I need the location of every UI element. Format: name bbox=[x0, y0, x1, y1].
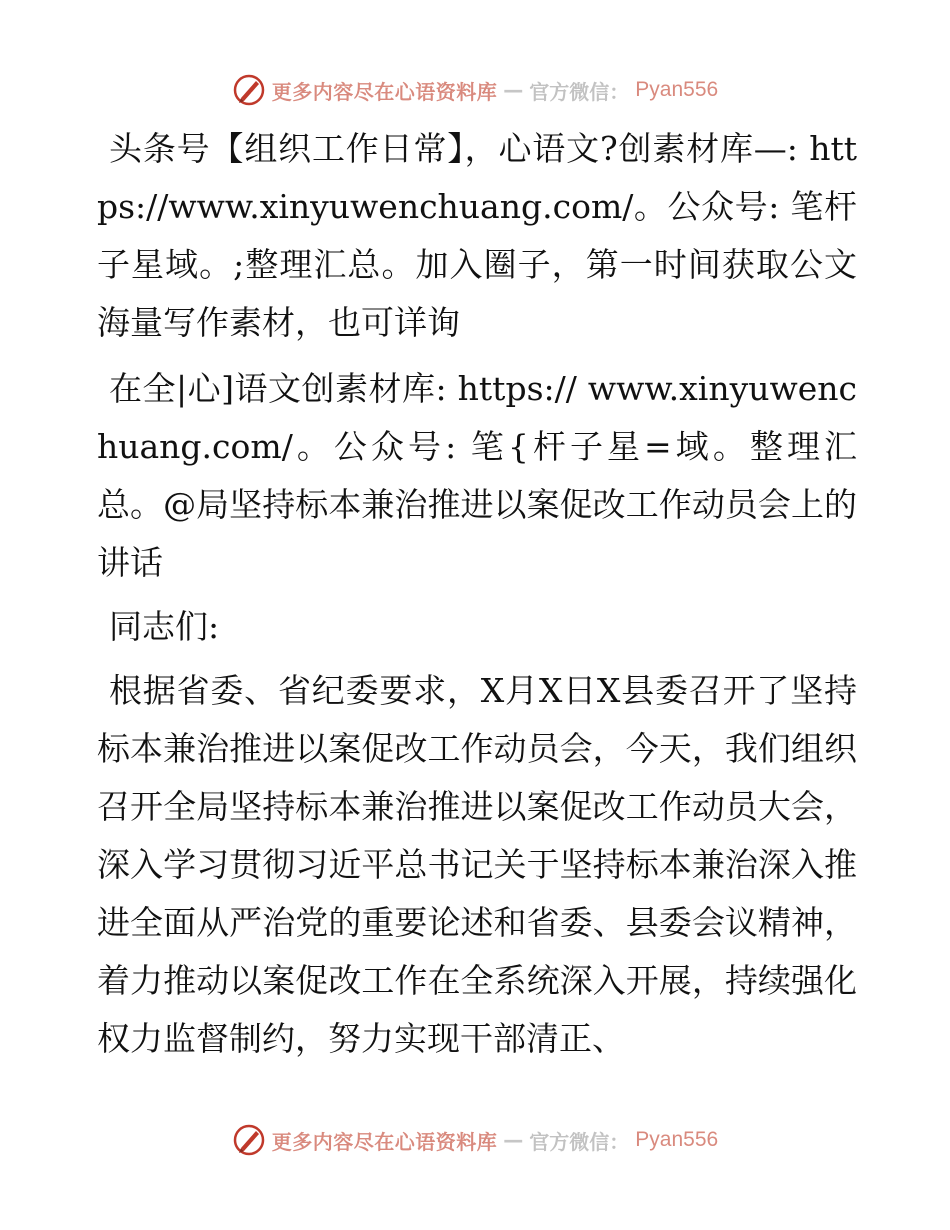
header-brand-text: 更多内容尽在心语资料库 bbox=[271, 79, 498, 104]
footer-wechat-id: Pyan556 bbox=[635, 1128, 719, 1151]
footer-brand-text: 更多内容尽在心语资料库 bbox=[271, 1129, 498, 1154]
paragraph-intro-2: 在全|心]语文创素材库: https:// www.xinyuwenchuang.com/。公众号: 笔{杆子星=域。整理汇总。@局坚持标本兼治推进以案促改工作动员会上的讲话 bbox=[97, 369, 857, 582]
footer-banner-inner bbox=[232, 1123, 718, 1157]
pen-logo-icon bbox=[232, 1123, 266, 1157]
header-official-label: 官方微信： bbox=[529, 79, 630, 104]
header-banner bbox=[0, 70, 950, 110]
header-wechat-id: Pyan556 bbox=[635, 78, 719, 101]
paragraph-intro-1: 头条号【组织工作日常】，心语文?创素材库—: https://www.xinyuwenchuang.com/。公众号: 笔杆子星域。;整理汇总。加入圈子，第一时间获取公文海量写作素材，也可详询 bbox=[97, 129, 857, 342]
header-banner-inner bbox=[232, 73, 718, 107]
paragraph-salutation: 同志们: bbox=[109, 607, 220, 646]
pen-logo-icon bbox=[232, 73, 266, 107]
footer-banner bbox=[0, 1120, 950, 1160]
header-separator: — bbox=[503, 78, 524, 102]
document-body bbox=[97, 120, 857, 1074]
footer-separator: — bbox=[503, 1128, 524, 1152]
footer-official-label: 官方微信： bbox=[529, 1129, 630, 1154]
paragraph-speech-body: 根据省委、省纪委要求，X月X日X县委召开了坚持标本兼治推进以案促改工作动员会，今天，我们组织召开全局坚持标本兼治推进以案促改工作动员大会，深入学习贯彻习近平总书记关于坚持标本兼治深入推进全面从严治党的重要论述和省委、县委会议精神，着力推动以案促改工作在全系统深入开展，持续强化权力监督制约，努力实现干部清正、 bbox=[97, 671, 857, 1058]
